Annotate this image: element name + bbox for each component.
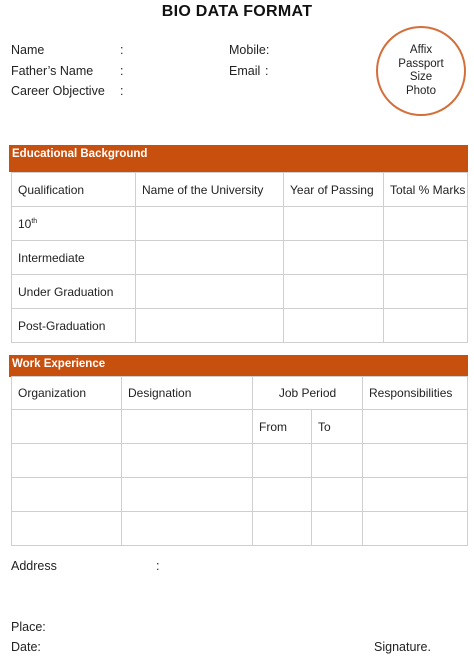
mobile-label: Mobile: [229,43,270,57]
table-row [12,275,468,309]
table-cell [384,207,468,241]
table-cell [363,444,468,478]
father-name-label: Father’s Name [11,64,94,78]
from-subheader: From [253,410,312,444]
table-row [12,207,468,241]
work-table [11,376,468,546]
table-cell [312,478,363,512]
column-header: Responsibilities [363,377,468,410]
table-cell [312,444,363,478]
photo-text-line: Affix [409,44,433,56]
name-label: Name [11,43,45,57]
place-label: Place: [11,620,46,634]
table-cell [384,309,468,343]
qualification-suffix: th [31,217,38,225]
table-row [12,241,468,275]
table-cell [384,275,468,309]
table-row [12,444,468,478]
address-label: Address [11,559,57,573]
table-row [12,478,468,512]
name-colon: : [120,43,124,57]
qualification-label: Post-Graduation [18,318,106,333]
table-row [12,410,468,444]
table-cell [122,512,253,546]
date-label: Date: [11,640,41,654]
page-title: BIO DATA FORMAT [161,3,313,20]
column-header: Qualification [12,173,136,207]
table-cell [136,309,284,343]
email-colon: : [265,64,269,78]
photo-text-line: Photo [405,84,437,97]
table-cell [122,478,253,512]
to-subheader: To [312,410,363,444]
table-cell [253,512,312,546]
work-header-row [12,377,468,410]
table-cell [363,410,468,444]
table-row [12,512,468,546]
qualification-label: Under Graduation [18,284,114,299]
qualification-cell [12,309,136,343]
table-cell [136,207,284,241]
education-section-header: Educational Background [9,145,468,172]
column-header: Designation [122,377,253,410]
column-header: Year of Passing [284,173,384,207]
table-cell [122,444,253,478]
table-cell [12,478,122,512]
column-header: Name of the University [136,173,284,207]
qualification-cell [12,275,136,309]
table-cell [12,410,122,444]
table-cell [284,309,384,343]
table-cell [312,512,363,546]
table-cell [284,241,384,275]
table-cell [12,512,122,546]
column-header: Organization [12,377,122,410]
table-cell [12,444,122,478]
table-cell [284,207,384,241]
table-cell [284,275,384,309]
education-header-row [12,173,468,207]
table-cell [122,410,253,444]
work-section-header: Work Experience [9,355,468,377]
address-colon: : [156,559,160,573]
column-header: Total % Marks [384,173,468,207]
father-name-colon: : [120,64,124,78]
career-objective-colon: : [120,84,124,98]
education-table [11,172,468,343]
table-cell [384,241,468,275]
table-cell [136,275,284,309]
photo-text-line: Size [409,71,433,83]
photo-text-line: Passport [398,57,444,70]
column-header: Job Period [253,377,363,410]
photo-placeholder [376,26,466,116]
table-row [12,309,468,343]
table-cell [363,478,468,512]
qualification-label: Intermediate [18,250,85,265]
career-objective-label: Career Objective [11,84,105,98]
table-cell [136,241,284,275]
qualification-cell [12,241,136,275]
signature-label: Signature. [374,640,431,654]
table-cell [253,444,312,478]
email-label: Email [229,64,261,78]
qualification-cell [12,207,136,241]
table-cell [253,478,312,512]
table-cell [363,512,468,546]
qualification-label: 10 [18,216,32,231]
